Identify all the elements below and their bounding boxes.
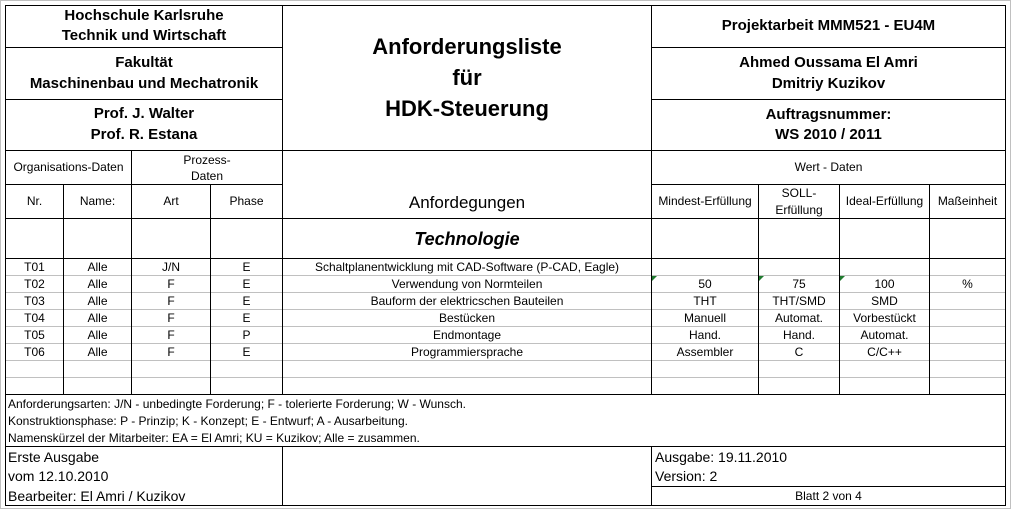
table-cell-soll: Hand.: [782, 328, 816, 342]
legend-requirement-types: Anforderungsarten: J/N - unbedingte Forderung; F - tolerierte Forderung; W - Wunsch.: [8, 397, 466, 411]
table-cell-nr: T01: [24, 260, 45, 274]
column-header-art: Art: [163, 194, 179, 208]
gridline: [0, 0, 1, 509]
table-cell-nr: T03: [24, 294, 45, 308]
table-cell-art: J/N: [162, 260, 180, 274]
border-line: [5, 446, 1006, 447]
document-title-line3: HDK-Steuerung: [385, 96, 549, 121]
table-cell-ideal: 100: [874, 277, 895, 291]
table-cell-art: F: [167, 277, 175, 291]
column-group-process-line1: Prozess-: [183, 153, 231, 167]
table-cell-name: Alle: [87, 311, 108, 325]
table-cell-name: Alle: [87, 328, 108, 342]
gridline: [5, 360, 1006, 361]
table-cell-name: Alle: [87, 260, 108, 274]
document-title-line2: für: [452, 65, 482, 90]
table-cell-requirement: Verwendung von Normteilen: [391, 277, 543, 291]
table-cell-soll: C: [794, 345, 804, 359]
column-group-organisation: Organisations-Daten: [13, 160, 124, 174]
table-cell-nr: T04: [24, 311, 45, 325]
gridline: [5, 292, 1006, 293]
border-line: [5, 150, 1006, 151]
column-header-ideal: Ideal-Erfüllung: [845, 194, 924, 208]
sheet-number: Blatt 2 von 4: [795, 489, 862, 503]
table-cell-min: 50: [698, 277, 712, 291]
professor-line1: Prof. J. Walter: [93, 105, 195, 122]
cell-comment-marker: [759, 276, 764, 281]
table-cell-ideal: Automat.: [860, 328, 909, 342]
border-line: [282, 446, 283, 506]
faculty-line1: Fakultät: [115, 54, 173, 71]
cell-comment-marker: [840, 276, 845, 281]
border-line: [5, 218, 1006, 219]
table-cell-phase: E: [242, 277, 251, 291]
border-line: [5, 505, 1006, 506]
column-header-requirements: Anfordegungen: [408, 193, 526, 212]
school-name-line1: Hochschule Karlsruhe: [64, 7, 224, 24]
gridline: [0, 0, 1011, 1]
table-cell-phase: E: [242, 311, 251, 325]
table-cell-phase: E: [242, 294, 251, 308]
authors-line2: Dmitriy Kuzikov: [771, 75, 886, 92]
table-cell-min: Hand.: [688, 328, 722, 342]
column-header-phase: Phase: [229, 194, 264, 208]
section-title: Technologie: [414, 229, 520, 249]
table-cell-requirement: Programmiersprache: [410, 345, 524, 359]
table-cell-art: F: [167, 311, 175, 325]
table-cell-art: F: [167, 345, 175, 359]
table-cell-ideal: Vorbestückt: [853, 311, 916, 325]
table-cell-nr: T02: [24, 277, 45, 291]
table-cell-soll: Automat.: [774, 311, 824, 325]
version-number: Version: 2: [655, 468, 718, 484]
column-header-soll-line2: Erfüllung: [775, 203, 823, 217]
document-title-line1: Anforderungsliste: [372, 34, 562, 59]
first-edition-line1: Erste Ausgabe: [8, 449, 100, 465]
project-name: Projektarbeit MMM521 - EU4M: [721, 17, 936, 34]
gridline: [5, 377, 1006, 378]
table-cell-soll: 75: [792, 277, 806, 291]
table-cell-ideal: C/C++: [867, 345, 902, 359]
authors-line1: Ahmed Oussama El Amri: [739, 54, 918, 71]
column-group-process-line2: Daten: [190, 169, 224, 183]
legend-staff-abbreviations: Namenskürzel der Mitarbeiter: EA = El Amri; KU = Kuzikov; Alle = zusammen.: [8, 431, 420, 445]
border-line: [5, 47, 283, 48]
border-line: [5, 394, 1006, 395]
border-line: [651, 99, 1006, 100]
column-header-soll-line1: SOLL-: [781, 186, 817, 200]
table-cell-unit: %: [962, 277, 973, 291]
table-cell-ideal: SMD: [871, 294, 898, 308]
column-header-unit: Maßeinheit: [937, 194, 998, 208]
professor-line2: Prof. R. Estana: [90, 126, 198, 143]
border-line: [5, 258, 1006, 259]
first-edition-line2: vom 12.10.2010: [8, 468, 109, 484]
table-cell-name: Alle: [87, 294, 108, 308]
border-line: [1005, 5, 1006, 506]
border-line: [651, 47, 1006, 48]
cell-comment-marker: [652, 276, 657, 281]
table-cell-nr: T06: [24, 345, 45, 359]
order-number-label: Auftragsnummer:: [765, 106, 892, 123]
table-cell-requirement: Endmontage: [432, 328, 502, 342]
editor-names: Bearbeiter: El Amri / Kuzikov: [8, 488, 186, 504]
issue-date: Ausgabe: 19.11.2010: [655, 449, 788, 465]
table-cell-requirement: Bauform der elektricschen Bauteilen: [370, 294, 564, 308]
table-cell-nr: T05: [24, 328, 45, 342]
column-header-min: Mindest-Erfüllung: [658, 194, 752, 208]
table-cell-phase: E: [242, 260, 251, 274]
table-cell-name: Alle: [87, 345, 108, 359]
table-cell-soll: THT/SMD: [772, 294, 826, 308]
column-header-nr: Nr.: [26, 194, 43, 208]
table-cell-phase: P: [242, 328, 251, 342]
border-line: [651, 184, 1006, 185]
table-cell-phase: E: [242, 345, 251, 359]
school-name-line2: Technik und Wirtschaft: [61, 27, 227, 44]
legend-design-phases: Konstruktionsphase: P - Prinzip; K - Konzept; E - Entwurf; A - Ausarbeitung.: [8, 414, 408, 428]
gridline: [5, 326, 1006, 327]
table-cell-requirement: Schaltplanentwicklung mit CAD-Software (P-CAD, Eagle): [314, 260, 620, 274]
table-cell-art: F: [167, 294, 175, 308]
table-cell-min: Assembler: [676, 345, 734, 359]
order-number-value: WS 2010 / 2011: [775, 126, 882, 143]
column-header-name: Name:: [79, 194, 116, 208]
gridline: [5, 309, 1006, 310]
table-cell-requirement: Bestücken: [438, 311, 496, 325]
table-cell-art: F: [167, 328, 175, 342]
border-line: [5, 184, 283, 185]
gridline: [5, 343, 1006, 344]
column-group-values: Wert - Daten: [794, 160, 863, 174]
table-cell-min: Manuell: [683, 311, 727, 325]
border-line: [651, 486, 1006, 487]
border-line: [5, 99, 283, 100]
table-cell-min: THT: [693, 294, 717, 308]
table-cell-name: Alle: [87, 277, 108, 291]
gridline: [5, 275, 1006, 276]
faculty-line2: Maschinenbau und Mechatronik: [29, 75, 259, 92]
